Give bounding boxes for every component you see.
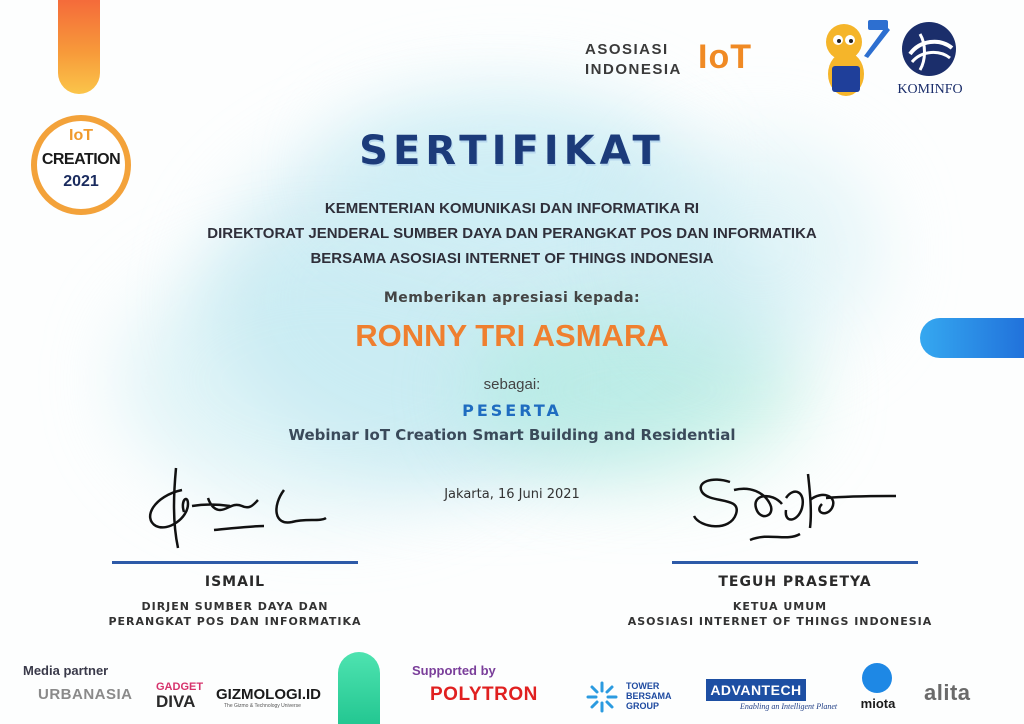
- event-title: Webinar IoT Creation Smart Building and Residential: [288, 426, 736, 444]
- advantech-logo: ADVANTECH: [706, 679, 806, 701]
- signer-position-line: ASOSIASI INTERNET OF THINGS INDONESIA: [627, 615, 933, 628]
- advantech-tagline: Enabling an Intelligent Planet: [740, 702, 838, 711]
- miota-icon: [862, 663, 892, 693]
- signer-position-line: KETUA UMUM: [732, 600, 828, 613]
- signer-name: ISMAIL: [204, 574, 266, 590]
- signer-name: TEGUH PRASETYA: [718, 574, 872, 590]
- tv-digital-mascot-icon: [806, 16, 892, 102]
- issuer-line-3: BERSAMA ASOSIASI INTERNET OF THINGS INDONESIA: [310, 250, 714, 267]
- issuer-line-2: DIREKTORAT JENDERAL SUMBER DAYA DAN PERANGKAT POS DAN INFORMATIKA: [207, 225, 817, 242]
- tower-bersama-icon: [584, 679, 620, 715]
- recipient-name: RONNY TRI ASMARA: [355, 318, 669, 353]
- badge-year-text: 2021: [63, 173, 99, 190]
- kominfo-globe-icon: [900, 20, 958, 78]
- badge-iot-text: IoT: [69, 127, 93, 144]
- signature-teguh: [690, 462, 900, 552]
- miota-logo: miota: [860, 696, 896, 711]
- gizmologi-logo: GIZMOLOGI.ID: [216, 686, 321, 703]
- alita-logo: alita: [924, 680, 971, 705]
- gadget-diva-logo-top: GADGET: [156, 681, 204, 693]
- signature-line: [672, 561, 918, 564]
- given-to-label: Memberikan apresiasi kepada:: [383, 290, 641, 306]
- signature-line: [112, 561, 358, 564]
- signer-position: [610, 599, 950, 629]
- signer-position: [90, 599, 380, 629]
- supported-by-label: Supported by: [412, 663, 496, 678]
- participant-role: PESERTA: [462, 401, 562, 420]
- gadget-diva-logo-bottom: DIVA: [156, 692, 196, 711]
- as-label: sebagai:: [483, 376, 541, 393]
- polytron-logo: POLYTRON: [430, 684, 538, 705]
- signature-ismail: [134, 460, 334, 550]
- decorative-orange-bar: [58, 0, 100, 94]
- urbanasia-logo: URBANASIA: [38, 686, 133, 703]
- issuer-line-1: KEMENTERIAN KOMUNIKASI DAN INFORMATIKA RI: [324, 200, 700, 217]
- iot-logo: IoT: [698, 38, 752, 76]
- badge-creation-text: CREATION: [41, 151, 121, 168]
- gizmologi-tagline: The Gizmo & Technology Universe: [224, 703, 301, 709]
- signer-position-line: PERANGKAT POS DAN INFORMATIKA: [108, 615, 362, 628]
- media-partner-label: Media partner: [23, 663, 109, 678]
- decorative-green-bar: [338, 652, 380, 724]
- issue-date: Jakarta, 16 Juni 2021: [444, 487, 580, 502]
- tower-bersama-logo: TOWER BERSAMA GROUP: [626, 681, 672, 711]
- asosiasi-indonesia-logo-text: ASOSIASI INDONESIA: [585, 41, 682, 78]
- certificate-title: SERTIFIKAT: [359, 128, 665, 174]
- kominfo-logo-text: KOMINFO: [897, 82, 963, 97]
- signer-position-line: DIRJEN SUMBER DAYA DAN: [141, 600, 329, 613]
